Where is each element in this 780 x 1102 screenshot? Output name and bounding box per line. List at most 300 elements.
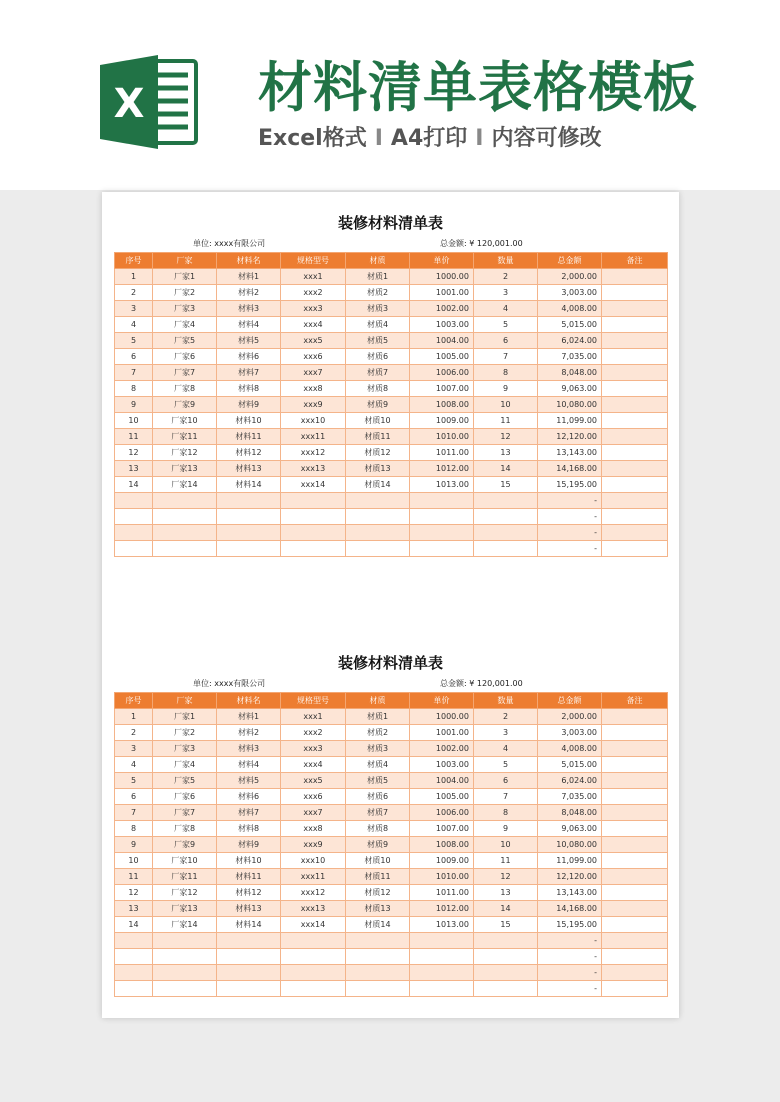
- table-cell[interactable]: [410, 525, 474, 541]
- table-cell[interactable]: [602, 493, 668, 509]
- table-cell[interactable]: 13: [115, 901, 153, 917]
- table-cell[interactable]: [346, 541, 410, 557]
- table-cell[interactable]: [602, 397, 668, 413]
- table-cell[interactable]: 材料14: [217, 917, 281, 933]
- table-cell[interactable]: 7: [115, 805, 153, 821]
- table-cell[interactable]: 厂家1: [153, 709, 217, 725]
- table-cell[interactable]: 厂家9: [153, 837, 217, 853]
- table-cell[interactable]: 12: [474, 869, 538, 885]
- table-cell[interactable]: [217, 525, 281, 541]
- table-cell[interactable]: [602, 757, 668, 773]
- table-cell[interactable]: 厂家13: [153, 901, 217, 917]
- table-cell[interactable]: 9,063.00: [538, 821, 602, 837]
- table-cell[interactable]: 3: [115, 301, 153, 317]
- table-cell[interactable]: 13,143.00: [538, 885, 602, 901]
- table-cell[interactable]: 1008.00: [410, 837, 474, 853]
- table-cell[interactable]: [602, 301, 668, 317]
- table-cell[interactable]: 厂家11: [153, 429, 217, 445]
- table-cell[interactable]: [217, 493, 281, 509]
- table-cell[interactable]: 厂家12: [153, 445, 217, 461]
- table-cell[interactable]: [602, 317, 668, 333]
- table-cell[interactable]: 厂家1: [153, 269, 217, 285]
- table-cell[interactable]: [153, 509, 217, 525]
- table-cell[interactable]: 15: [474, 917, 538, 933]
- table-cell[interactable]: 13: [474, 885, 538, 901]
- table-cell[interactable]: 厂家8: [153, 821, 217, 837]
- table-cell[interactable]: 厂家4: [153, 317, 217, 333]
- table-cell[interactable]: -: [538, 981, 602, 997]
- table-cell[interactable]: [474, 933, 538, 949]
- table-cell[interactable]: [602, 901, 668, 917]
- table-cell[interactable]: xxx12: [281, 885, 346, 901]
- table-cell[interactable]: [474, 981, 538, 997]
- table-cell[interactable]: 材质10: [346, 853, 410, 869]
- table-cell[interactable]: [281, 981, 346, 997]
- table-cell[interactable]: 1012.00: [410, 461, 474, 477]
- table-cell[interactable]: 11: [474, 853, 538, 869]
- table-cell[interactable]: [153, 541, 217, 557]
- table-cell[interactable]: 厂家2: [153, 285, 217, 301]
- table-cell[interactable]: 1007.00: [410, 381, 474, 397]
- table-cell[interactable]: [474, 493, 538, 509]
- table-cell[interactable]: [602, 821, 668, 837]
- table-cell[interactable]: [281, 965, 346, 981]
- table-cell[interactable]: [602, 477, 668, 493]
- table-cell[interactable]: 8: [474, 805, 538, 821]
- table-cell[interactable]: 6: [115, 789, 153, 805]
- table-cell[interactable]: 材质4: [346, 757, 410, 773]
- table-cell[interactable]: [602, 741, 668, 757]
- table-cell[interactable]: 4,008.00: [538, 741, 602, 757]
- table-cell[interactable]: 厂家7: [153, 805, 217, 821]
- table-cell[interactable]: 材料7: [217, 365, 281, 381]
- table-cell[interactable]: 1004.00: [410, 333, 474, 349]
- table-cell[interactable]: xxx3: [281, 741, 346, 757]
- table-cell[interactable]: 厂家5: [153, 773, 217, 789]
- table-cell[interactable]: 6: [474, 773, 538, 789]
- table-cell[interactable]: 1013.00: [410, 917, 474, 933]
- table-cell[interactable]: 材料8: [217, 381, 281, 397]
- table-cell[interactable]: 5,015.00: [538, 757, 602, 773]
- table-cell[interactable]: 厂家5: [153, 333, 217, 349]
- table-cell[interactable]: [602, 981, 668, 997]
- table-cell[interactable]: 11,099.00: [538, 853, 602, 869]
- table-cell[interactable]: [217, 981, 281, 997]
- table-cell[interactable]: xxx7: [281, 805, 346, 821]
- table-cell[interactable]: 13,143.00: [538, 445, 602, 461]
- table-cell[interactable]: 1: [115, 709, 153, 725]
- table-cell[interactable]: 材质12: [346, 445, 410, 461]
- table-cell[interactable]: [281, 949, 346, 965]
- table-cell[interactable]: 1011.00: [410, 885, 474, 901]
- table-cell[interactable]: 材质5: [346, 333, 410, 349]
- table-cell[interactable]: 9,063.00: [538, 381, 602, 397]
- table-cell[interactable]: 3: [474, 285, 538, 301]
- table-cell[interactable]: xxx6: [281, 349, 346, 365]
- table-cell[interactable]: 8,048.00: [538, 365, 602, 381]
- table-cell[interactable]: xxx9: [281, 837, 346, 853]
- table-cell[interactable]: 2: [474, 709, 538, 725]
- table-cell[interactable]: 13: [474, 445, 538, 461]
- table-cell[interactable]: [346, 509, 410, 525]
- table-cell[interactable]: [217, 933, 281, 949]
- table-cell[interactable]: 1007.00: [410, 821, 474, 837]
- table-cell[interactable]: [602, 333, 668, 349]
- table-cell[interactable]: 10: [474, 397, 538, 413]
- table-cell[interactable]: 1010.00: [410, 429, 474, 445]
- table-cell[interactable]: 材料11: [217, 869, 281, 885]
- table-cell[interactable]: 10: [115, 413, 153, 429]
- table-cell[interactable]: 1005.00: [410, 349, 474, 365]
- table-cell[interactable]: 11,099.00: [538, 413, 602, 429]
- table-cell[interactable]: 材质1: [346, 269, 410, 285]
- table-cell[interactable]: 1001.00: [410, 725, 474, 741]
- table-cell[interactable]: 14: [474, 901, 538, 917]
- table-cell[interactable]: 2,000.00: [538, 709, 602, 725]
- table-cell[interactable]: 7,035.00: [538, 349, 602, 365]
- table-cell[interactable]: 材质14: [346, 477, 410, 493]
- table-cell[interactable]: 厂家6: [153, 789, 217, 805]
- table-cell[interactable]: xxx13: [281, 901, 346, 917]
- table-cell[interactable]: 11: [115, 429, 153, 445]
- table-cell[interactable]: -: [538, 525, 602, 541]
- table-cell[interactable]: [410, 933, 474, 949]
- table-cell[interactable]: [153, 949, 217, 965]
- table-cell[interactable]: 15: [474, 477, 538, 493]
- table-cell[interactable]: [602, 869, 668, 885]
- table-cell[interactable]: xxx10: [281, 413, 346, 429]
- table-cell[interactable]: 1006.00: [410, 805, 474, 821]
- table-cell[interactable]: 1009.00: [410, 413, 474, 429]
- table-cell[interactable]: 材质9: [346, 837, 410, 853]
- table-cell[interactable]: 材料12: [217, 445, 281, 461]
- table-cell[interactable]: 14: [115, 917, 153, 933]
- table-cell[interactable]: [115, 509, 153, 525]
- table-cell[interactable]: 15,195.00: [538, 917, 602, 933]
- table-cell[interactable]: [602, 789, 668, 805]
- table-cell[interactable]: -: [538, 949, 602, 965]
- table-cell[interactable]: [217, 509, 281, 525]
- table-cell[interactable]: 材质1: [346, 709, 410, 725]
- table-cell[interactable]: 材质10: [346, 413, 410, 429]
- table-cell[interactable]: [474, 525, 538, 541]
- table-cell[interactable]: xxx12: [281, 445, 346, 461]
- table-cell[interactable]: 3,003.00: [538, 725, 602, 741]
- table-cell[interactable]: 14: [115, 477, 153, 493]
- table-cell[interactable]: 12: [474, 429, 538, 445]
- table-cell[interactable]: 6,024.00: [538, 333, 602, 349]
- table-cell[interactable]: 1009.00: [410, 853, 474, 869]
- table-cell[interactable]: 厂家13: [153, 461, 217, 477]
- table-cell[interactable]: [153, 493, 217, 509]
- table-cell[interactable]: 3,003.00: [538, 285, 602, 301]
- table-cell[interactable]: [602, 885, 668, 901]
- table-cell[interactable]: 材料14: [217, 477, 281, 493]
- table-cell[interactable]: 12: [115, 445, 153, 461]
- table-cell[interactable]: [602, 709, 668, 725]
- table-cell[interactable]: 5: [474, 757, 538, 773]
- table-cell[interactable]: 2: [115, 725, 153, 741]
- table-cell[interactable]: [346, 493, 410, 509]
- table-cell[interactable]: 1010.00: [410, 869, 474, 885]
- table-cell[interactable]: 3: [115, 741, 153, 757]
- table-cell[interactable]: [602, 461, 668, 477]
- table-cell[interactable]: xxx2: [281, 285, 346, 301]
- table-cell[interactable]: [115, 933, 153, 949]
- table-cell[interactable]: [281, 509, 346, 525]
- table-cell[interactable]: xxx4: [281, 317, 346, 333]
- table-cell[interactable]: 材料1: [217, 269, 281, 285]
- table-cell[interactable]: 15,195.00: [538, 477, 602, 493]
- table-cell[interactable]: xxx8: [281, 821, 346, 837]
- table-cell[interactable]: 厂家10: [153, 853, 217, 869]
- table-cell[interactable]: 材料2: [217, 725, 281, 741]
- table-cell[interactable]: 1011.00: [410, 445, 474, 461]
- table-cell[interactable]: 10,080.00: [538, 837, 602, 853]
- table-cell[interactable]: [602, 853, 668, 869]
- table-cell[interactable]: -: [538, 493, 602, 509]
- table-cell[interactable]: 材质6: [346, 349, 410, 365]
- table-cell[interactable]: 材料4: [217, 317, 281, 333]
- table-cell[interactable]: [474, 949, 538, 965]
- table-cell[interactable]: [115, 493, 153, 509]
- table-cell[interactable]: 材质7: [346, 365, 410, 381]
- table-cell[interactable]: 材质2: [346, 285, 410, 301]
- table-cell[interactable]: [602, 269, 668, 285]
- table-cell[interactable]: 10: [115, 853, 153, 869]
- table-cell[interactable]: 材质14: [346, 917, 410, 933]
- table-cell[interactable]: -: [538, 509, 602, 525]
- table-cell[interactable]: 3: [474, 725, 538, 741]
- table-cell[interactable]: [410, 965, 474, 981]
- table-cell[interactable]: 厂家8: [153, 381, 217, 397]
- table-cell[interactable]: [602, 413, 668, 429]
- table-cell[interactable]: 材料1: [217, 709, 281, 725]
- table-cell[interactable]: 12,120.00: [538, 429, 602, 445]
- table-cell[interactable]: [602, 917, 668, 933]
- table-cell[interactable]: xxx5: [281, 333, 346, 349]
- table-cell[interactable]: [346, 981, 410, 997]
- table-cell[interactable]: 13: [115, 461, 153, 477]
- table-cell[interactable]: 厂家7: [153, 365, 217, 381]
- table-cell[interactable]: 材质13: [346, 461, 410, 477]
- table-cell[interactable]: 材料2: [217, 285, 281, 301]
- table-cell[interactable]: [217, 965, 281, 981]
- table-cell[interactable]: 材料13: [217, 901, 281, 917]
- table-cell[interactable]: [602, 965, 668, 981]
- table-cell[interactable]: 6: [115, 349, 153, 365]
- table-cell[interactable]: xxx1: [281, 709, 346, 725]
- table-cell[interactable]: xxx2: [281, 725, 346, 741]
- table-cell[interactable]: xxx10: [281, 853, 346, 869]
- table-cell[interactable]: [410, 981, 474, 997]
- table-cell[interactable]: [602, 365, 668, 381]
- table-cell[interactable]: xxx8: [281, 381, 346, 397]
- table-cell[interactable]: 材料7: [217, 805, 281, 821]
- table-cell[interactable]: 11: [474, 413, 538, 429]
- table-cell[interactable]: [602, 805, 668, 821]
- table-cell[interactable]: 4: [115, 757, 153, 773]
- table-cell[interactable]: [602, 285, 668, 301]
- table-cell[interactable]: 7: [115, 365, 153, 381]
- table-cell[interactable]: [602, 933, 668, 949]
- table-cell[interactable]: [602, 541, 668, 557]
- table-cell[interactable]: 厂家3: [153, 301, 217, 317]
- table-cell[interactable]: 材料12: [217, 885, 281, 901]
- table-cell[interactable]: 材质4: [346, 317, 410, 333]
- table-cell[interactable]: [346, 949, 410, 965]
- table-cell[interactable]: 材质3: [346, 301, 410, 317]
- table-cell[interactable]: 厂家3: [153, 741, 217, 757]
- table-cell[interactable]: xxx7: [281, 365, 346, 381]
- table-cell[interactable]: [346, 933, 410, 949]
- table-cell[interactable]: 9: [115, 397, 153, 413]
- table-cell[interactable]: 材料10: [217, 853, 281, 869]
- table-cell[interactable]: [602, 445, 668, 461]
- table-cell[interactable]: 材料13: [217, 461, 281, 477]
- table-cell[interactable]: 材质6: [346, 789, 410, 805]
- table-cell[interactable]: 材料9: [217, 397, 281, 413]
- table-cell[interactable]: 厂家2: [153, 725, 217, 741]
- table-cell[interactable]: 9: [474, 821, 538, 837]
- table-cell[interactable]: [602, 381, 668, 397]
- table-cell[interactable]: [602, 429, 668, 445]
- table-cell[interactable]: xxx1: [281, 269, 346, 285]
- table-cell[interactable]: 8: [115, 381, 153, 397]
- table-cell[interactable]: 材料4: [217, 757, 281, 773]
- table-cell[interactable]: [602, 949, 668, 965]
- table-cell[interactable]: 14,168.00: [538, 901, 602, 917]
- table-cell[interactable]: 4: [474, 301, 538, 317]
- table-cell[interactable]: [346, 965, 410, 981]
- table-cell[interactable]: 材质8: [346, 381, 410, 397]
- table-cell[interactable]: [115, 965, 153, 981]
- table-cell[interactable]: 9: [115, 837, 153, 853]
- table-cell[interactable]: xxx6: [281, 789, 346, 805]
- table-cell[interactable]: 8: [115, 821, 153, 837]
- table-cell[interactable]: xxx11: [281, 429, 346, 445]
- table-cell[interactable]: 材料5: [217, 333, 281, 349]
- table-cell[interactable]: 2: [474, 269, 538, 285]
- table-cell[interactable]: 材质3: [346, 741, 410, 757]
- table-cell[interactable]: xxx3: [281, 301, 346, 317]
- table-cell[interactable]: 厂家14: [153, 917, 217, 933]
- table-cell[interactable]: xxx9: [281, 397, 346, 413]
- table-cell[interactable]: [153, 525, 217, 541]
- table-cell[interactable]: 1001.00: [410, 285, 474, 301]
- table-cell[interactable]: 5,015.00: [538, 317, 602, 333]
- table-cell[interactable]: [217, 541, 281, 557]
- table-cell[interactable]: 1004.00: [410, 773, 474, 789]
- table-cell[interactable]: 5: [115, 333, 153, 349]
- table-cell[interactable]: 1000.00: [410, 269, 474, 285]
- table-cell[interactable]: 材质5: [346, 773, 410, 789]
- table-cell[interactable]: [410, 541, 474, 557]
- table-cell[interactable]: 1002.00: [410, 301, 474, 317]
- table-cell[interactable]: 10: [474, 837, 538, 853]
- table-cell[interactable]: [217, 949, 281, 965]
- table-cell[interactable]: 1008.00: [410, 397, 474, 413]
- table-cell[interactable]: 10,080.00: [538, 397, 602, 413]
- table-cell[interactable]: 材质13: [346, 901, 410, 917]
- table-cell[interactable]: [153, 965, 217, 981]
- table-cell[interactable]: 6: [474, 333, 538, 349]
- table-cell[interactable]: 4: [474, 741, 538, 757]
- table-cell[interactable]: [115, 949, 153, 965]
- table-cell[interactable]: 材质12: [346, 885, 410, 901]
- table-cell[interactable]: [602, 837, 668, 853]
- table-cell[interactable]: 材料9: [217, 837, 281, 853]
- table-cell[interactable]: xxx14: [281, 477, 346, 493]
- table-cell[interactable]: -: [538, 933, 602, 949]
- table-cell[interactable]: 7: [474, 789, 538, 805]
- table-cell[interactable]: 材料10: [217, 413, 281, 429]
- table-cell[interactable]: 8: [474, 365, 538, 381]
- table-cell[interactable]: 材料6: [217, 349, 281, 365]
- table-cell[interactable]: xxx5: [281, 773, 346, 789]
- table-cell[interactable]: 7,035.00: [538, 789, 602, 805]
- table-cell[interactable]: 2,000.00: [538, 269, 602, 285]
- table-cell[interactable]: 1012.00: [410, 901, 474, 917]
- table-cell[interactable]: [602, 725, 668, 741]
- table-cell[interactable]: 厂家11: [153, 869, 217, 885]
- table-cell[interactable]: xxx11: [281, 869, 346, 885]
- table-cell[interactable]: 12: [115, 885, 153, 901]
- table-cell[interactable]: [474, 541, 538, 557]
- table-cell[interactable]: 材料8: [217, 821, 281, 837]
- table-cell[interactable]: [410, 493, 474, 509]
- table-cell[interactable]: 1000.00: [410, 709, 474, 725]
- table-cell[interactable]: 12,120.00: [538, 869, 602, 885]
- table-cell[interactable]: 9: [474, 381, 538, 397]
- table-cell[interactable]: [281, 525, 346, 541]
- table-cell[interactable]: [153, 981, 217, 997]
- table-cell[interactable]: 4: [115, 317, 153, 333]
- table-cell[interactable]: 材料6: [217, 789, 281, 805]
- table-cell[interactable]: [153, 933, 217, 949]
- table-cell[interactable]: 1002.00: [410, 741, 474, 757]
- table-cell[interactable]: [602, 773, 668, 789]
- table-cell[interactable]: [115, 541, 153, 557]
- table-cell[interactable]: 材质11: [346, 869, 410, 885]
- table-cell[interactable]: 5: [115, 773, 153, 789]
- table-cell[interactable]: 厂家12: [153, 885, 217, 901]
- table-cell[interactable]: 1003.00: [410, 757, 474, 773]
- table-cell[interactable]: 厂家10: [153, 413, 217, 429]
- table-cell[interactable]: 材质2: [346, 725, 410, 741]
- table-cell[interactable]: 材质7: [346, 805, 410, 821]
- table-cell[interactable]: [474, 509, 538, 525]
- table-cell[interactable]: [346, 525, 410, 541]
- table-cell[interactable]: xxx13: [281, 461, 346, 477]
- table-cell[interactable]: [474, 965, 538, 981]
- table-cell[interactable]: [115, 525, 153, 541]
- table-cell[interactable]: 材料3: [217, 741, 281, 757]
- table-cell[interactable]: [410, 509, 474, 525]
- table-cell[interactable]: -: [538, 541, 602, 557]
- table-cell[interactable]: 1006.00: [410, 365, 474, 381]
- table-cell[interactable]: 厂家4: [153, 757, 217, 773]
- table-cell[interactable]: [602, 349, 668, 365]
- table-cell[interactable]: 8,048.00: [538, 805, 602, 821]
- table-cell[interactable]: 1005.00: [410, 789, 474, 805]
- table-cell[interactable]: 1: [115, 269, 153, 285]
- table-cell[interactable]: [281, 493, 346, 509]
- table-cell[interactable]: 材质11: [346, 429, 410, 445]
- table-cell[interactable]: 材质9: [346, 397, 410, 413]
- table-cell[interactable]: 厂家9: [153, 397, 217, 413]
- table-cell[interactable]: [281, 933, 346, 949]
